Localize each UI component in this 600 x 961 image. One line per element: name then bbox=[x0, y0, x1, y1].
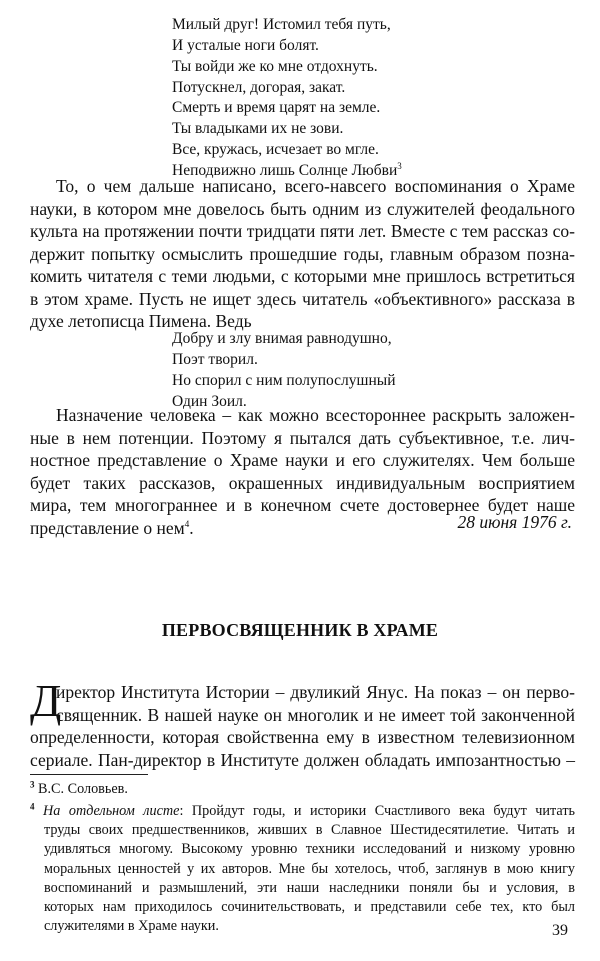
footnote-mark: 4 bbox=[30, 801, 35, 812]
footnote-ref: 3 bbox=[397, 160, 402, 171]
footnote-3 bbox=[30, 780, 575, 799]
text-line: в этом храме. Пусть не ищет здесь читатель «объективного» рассказа в bbox=[30, 288, 575, 309]
drop-cap: Д bbox=[30, 675, 62, 726]
text-line: науки, в котором мне довелось быть одним из служителей феодального bbox=[30, 198, 575, 219]
footnote-separator bbox=[30, 774, 148, 775]
footnote-4 bbox=[30, 802, 575, 936]
text-line: иректор Института Истории – двуликий Янус. На показ – он перво- bbox=[56, 682, 575, 702]
poem-line: Ты войди же ко мне отдохнуть. bbox=[172, 58, 378, 75]
text-line: держит попытку осмыслить прошедшие годы, главным образом позна- bbox=[30, 243, 575, 264]
footnote-line: служителями в Храме науки. bbox=[44, 918, 219, 935]
text-line: определенности, которая свойственна ему в известном телевизионном bbox=[30, 727, 575, 747]
poem-line: Смерть и время царят на земле. bbox=[172, 99, 381, 116]
footnote-mark: 3 bbox=[30, 779, 35, 790]
text-line: Назначение человека – как можно всестороннее раскрыть заложен- bbox=[56, 405, 575, 425]
poem-line: Один Зоил. bbox=[172, 393, 247, 410]
poem-line: Все, кружась, исчезает во мгле. bbox=[172, 141, 379, 158]
date-signature: 28 июня 1976 г. bbox=[457, 512, 572, 532]
poem-line: Добру и злу внимая равнодушно, bbox=[172, 330, 392, 347]
poem-line: Поэт творил. bbox=[172, 351, 258, 368]
footnote-line: воспоминаний и размышлений, эти наши наследники поняли бы и условия, в bbox=[44, 879, 575, 896]
text-line: комить читателя с теми людьми, с которыми мне пришлось встретиться bbox=[30, 266, 575, 286]
chapter-title: ПЕРВОСВЯЩЕННИК В ХРАМЕ bbox=[161, 620, 439, 640]
epigraph-stanza-1 bbox=[172, 14, 391, 98]
text-line: мира, тем многограннее и в конечном счете достовернее будет наше bbox=[30, 495, 575, 515]
footnote-ref: 4 bbox=[184, 518, 190, 529]
text-line: духе летописца Пимена. Ведь bbox=[30, 311, 252, 331]
footnote-label: На отдельном листе bbox=[43, 803, 180, 819]
epigraph-stanza-2 bbox=[172, 97, 402, 181]
footnote-line: которых нам приходилось сочинительствовать, и представили себе тех, кто был bbox=[44, 899, 575, 916]
text-line: будет таких рассказов, окрашенных индивидуальным восприятием bbox=[30, 472, 575, 493]
footnote-line: труды своих предшественников, живших в Славное Шестидесятилетие. Читать и bbox=[44, 822, 575, 839]
poem-line: Ты владыками их не зови. bbox=[172, 120, 344, 137]
text-line: сериале. Пан-директор в Институте должен обладать импозантностью – bbox=[30, 749, 575, 770]
footnote-line: $^4$ На отдельном листе: Пройдут годы, и историки Счастливого века будут читать bbox=[30, 801, 575, 819]
poem-line: Милый друг! Истомил тебя путь, bbox=[172, 16, 391, 33]
paragraph-director bbox=[30, 681, 575, 771]
text-line: священник. В нашей науке он многолик и не имеет той законченной bbox=[56, 704, 575, 725]
poem-line: И усталые ноги болят. bbox=[172, 37, 319, 54]
poem-line: Неподвижно лишь Солнце Любви$^3$ bbox=[172, 160, 402, 179]
text-line: культа на протяжении почти тридцати пяти лет. Вместе с тем рассказ со- bbox=[30, 221, 575, 241]
poem-line: Потускнел, догорая, закат. bbox=[172, 79, 346, 96]
paragraph-intro bbox=[30, 175, 575, 333]
text-line: То, о чем дальше написано, всего-навсего воспоминания о Храме bbox=[56, 176, 575, 196]
quote-verse bbox=[172, 328, 396, 412]
footnote-line: удивляться многому. Высокому уровню техники исследований и низкому уровню bbox=[44, 841, 575, 858]
footnote-line: моральных ценностей у их авторов. Мне бы хотелось, чтоб, заглянув в мою книгу bbox=[44, 860, 575, 877]
text-line: ностное представление о Храме науки и его служителях. Чем больше bbox=[30, 450, 575, 470]
text-line: представление о нем$^4$. bbox=[30, 517, 194, 538]
poem-line: Но спорил с ним полупослушный bbox=[172, 372, 396, 389]
footnote-line: $^3$ В.С. Соловьев. bbox=[30, 779, 128, 797]
text-line: ные в нем потенции. Поэтому я пытался дать субъективное, т.е. лич- bbox=[30, 427, 575, 448]
page-number: 39 bbox=[552, 922, 568, 939]
